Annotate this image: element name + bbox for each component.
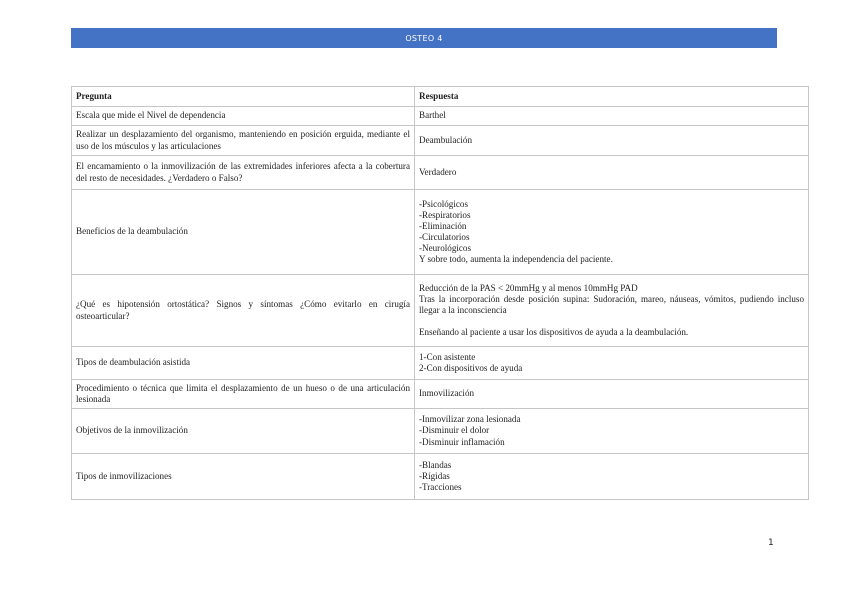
answer-cell [415, 454, 809, 500]
answer-line: Reducción de la PAS < 20mmHg y al menos 10mmHg PAD [419, 282, 638, 293]
table-row [72, 347, 809, 380]
answer-line: Inmovilización [419, 388, 475, 399]
document-header-bar [71, 28, 777, 48]
table-row [72, 380, 809, 409]
column-header-question: Pregunta [72, 87, 415, 107]
page-number: 1 [768, 538, 774, 548]
answer-line: -Circulatorios [419, 232, 470, 242]
answer-line: -Disminuir el dolor [419, 425, 490, 436]
answer-line: -Psicológicos [419, 198, 469, 209]
answer-line: -Respiratorios [419, 209, 471, 220]
answer-cell [415, 409, 809, 454]
answer-cell [415, 190, 809, 275]
answer-line: -Blandas [419, 459, 452, 470]
answer-line: Verdadero [419, 166, 457, 177]
answer-blank-line [419, 316, 804, 327]
answer-cell [415, 275, 809, 347]
answer-line: -Eliminación [419, 220, 467, 231]
answer-cell [415, 126, 809, 156]
answer-line: Barthel [419, 110, 446, 121]
question-cell: Realizar un desplazamiento del organismo, manteniendo en posición erguida, mediante el uso de los músculos y las articulaciones [72, 126, 415, 156]
answer-line: -Neurológicos [419, 243, 472, 254]
table-row [72, 156, 809, 190]
question-cell: Tipos de inmovilizaciones [72, 454, 415, 500]
answer-line: Tras la incorporación desde posición supina: Sudoración, mareo, náuseas, vómitos, pudiendo incluso llegar a la inconsciencia [419, 293, 804, 315]
question-cell: Objetivos de la inmovilización [72, 409, 415, 454]
question-cell: Beneficios de la deambulación [72, 190, 415, 275]
column-header-answer: Respuesta [415, 87, 809, 107]
answer-line: Deambulación [419, 134, 473, 145]
question-cell: El encamamiento o la inmovilización de las extremidades inferiores afecta a la cobertura del resto de necesidades. ¿Verdadero o Falso? [72, 156, 415, 190]
question-cell: Procedimiento o técnica que limita el desplazamiento de un hueso o de una articulación lesionada [72, 380, 415, 409]
answer-line: -Tracciones [419, 482, 462, 493]
answer-line: 1-Con asistente [419, 351, 476, 362]
table-row [72, 275, 809, 347]
table-header-row [72, 87, 809, 107]
question-cell: ¿Qué es hipotensión ortostática? Signos y síntomas ¿Cómo evitarlo en cirugía osteoarticular? [72, 275, 415, 347]
question-cell: Tipos de deambulación asistida [72, 347, 415, 380]
answer-line: Enseñando al paciente a usar los dispositivos de ayuda a la deambulación. [419, 327, 689, 338]
qa-table [71, 86, 809, 500]
table-row [72, 454, 809, 500]
answer-line: Y sobre todo, aumenta la independencia del paciente. [419, 254, 613, 265]
table-row [72, 107, 809, 126]
table-row [72, 190, 809, 275]
answer-cell [415, 156, 809, 190]
answer-line: 2-Con dispositivos de ayuda [419, 363, 523, 373]
table-row [72, 126, 809, 156]
answer-line: -Rígidas [419, 470, 450, 481]
question-cell: Escala que mide el Nivel de dependencia [72, 107, 415, 126]
answer-cell [415, 380, 809, 409]
answer-cell [415, 347, 809, 380]
answer-line: -Inmovilizar zona lesionada [419, 414, 521, 425]
answer-cell [415, 107, 809, 126]
document-title: OSTEO 4 [405, 33, 443, 43]
answer-line: -Disminuir inflamación [419, 436, 505, 447]
table-row [72, 409, 809, 454]
